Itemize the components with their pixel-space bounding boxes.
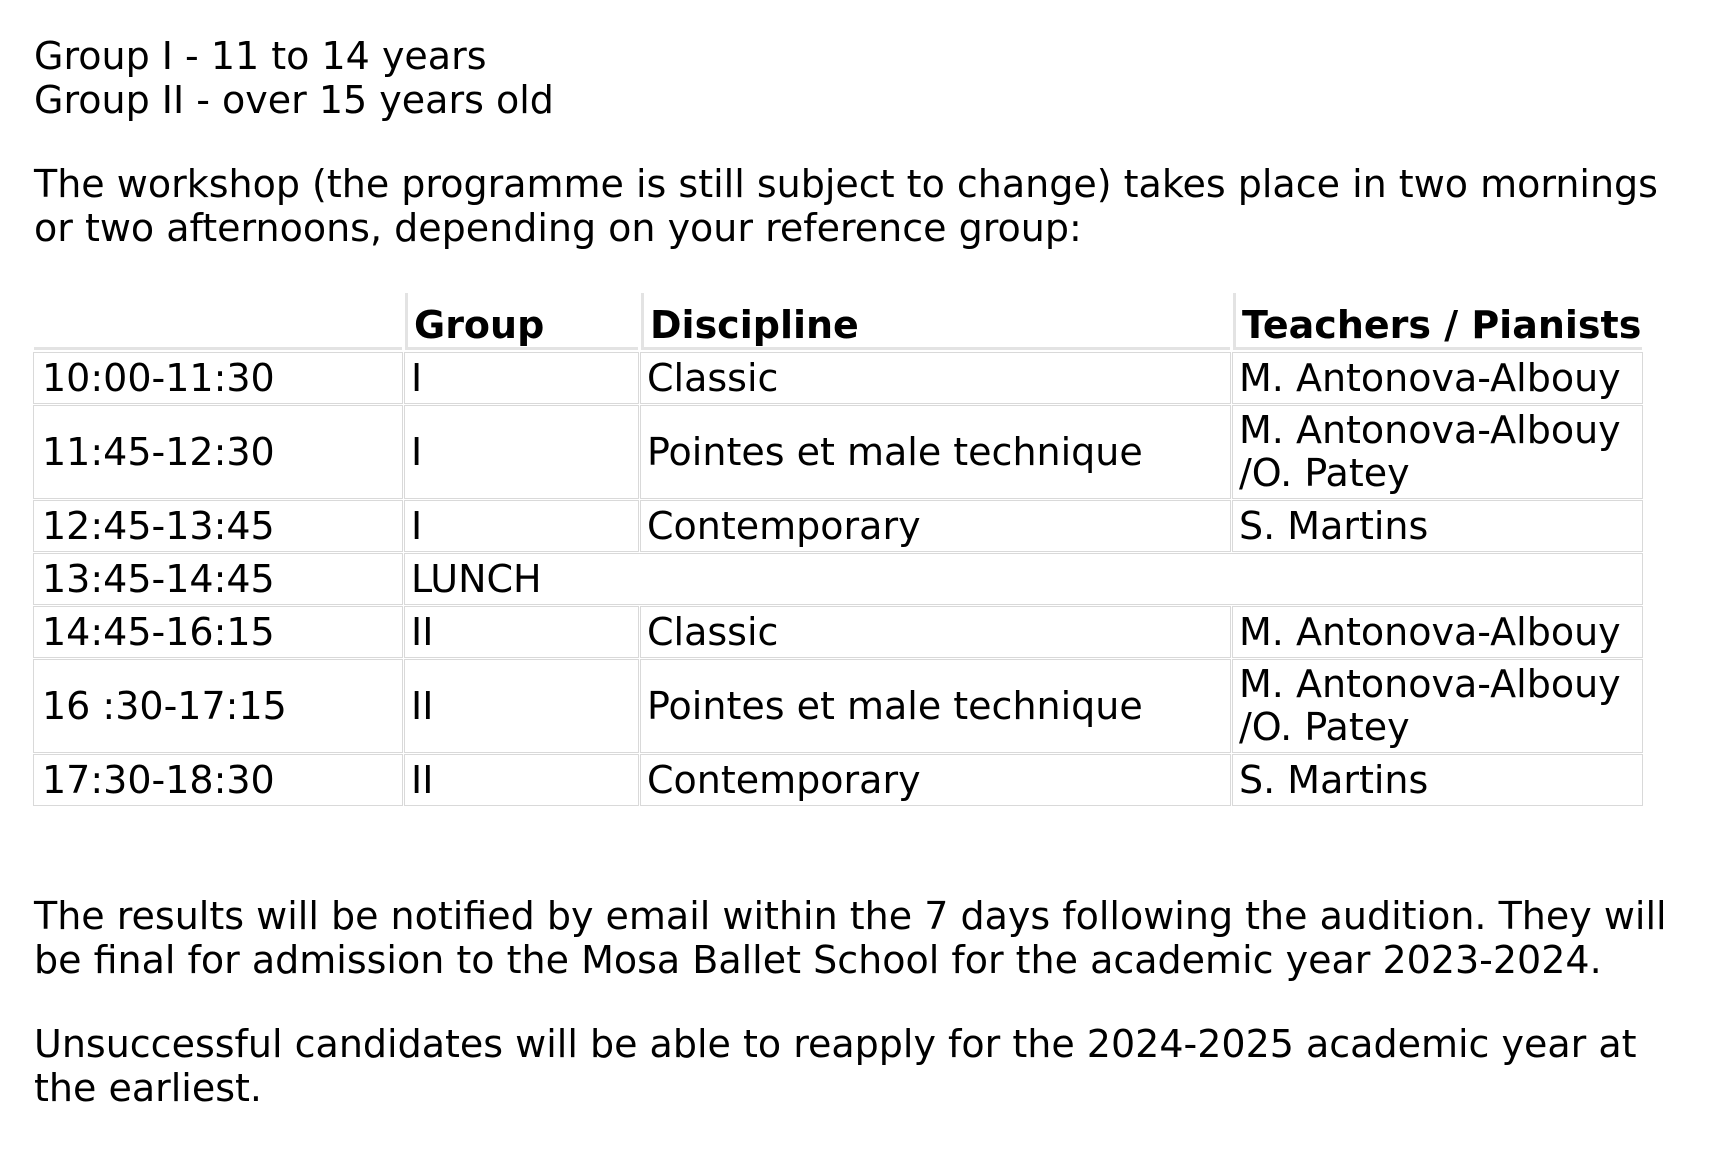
table-row bbox=[34, 353, 1642, 403]
cell-time: 10:00-11:30 bbox=[34, 353, 402, 403]
cell-teachers: M. Antonova-Albouy bbox=[1233, 353, 1642, 403]
table-row bbox=[34, 607, 1642, 657]
cell-discipline: Contemporary bbox=[641, 755, 1230, 805]
workshop-intro: The workshop (the programme is still subject to change) takes place in two mornings or two afternoons, depending on your reference group: bbox=[34, 162, 1658, 250]
cell-teachers: S. Martins bbox=[1233, 501, 1642, 551]
table-row bbox=[34, 755, 1642, 805]
results-notice: The results will be notified by email within the 7 days following the audition. They will be final for admission to the Mosa Ballet School for the academic year 2023-2024. bbox=[34, 894, 1667, 982]
cell-time: 16 :30-17:15 bbox=[34, 660, 402, 752]
group-definitions bbox=[34, 34, 1684, 122]
header-group: Group bbox=[405, 293, 638, 350]
cell-teachers: M. Antonova-Albouy /O. Patey bbox=[1233, 660, 1642, 752]
cell-group: I bbox=[405, 406, 638, 498]
cell-group: II bbox=[405, 755, 638, 805]
table-row bbox=[34, 406, 1642, 498]
cell-discipline: Classic bbox=[641, 607, 1230, 657]
header-discipline: Discipline bbox=[641, 293, 1230, 350]
cell-time: 17:30-18:30 bbox=[34, 755, 402, 805]
cell-teachers: M. Antonova-Albouy /O. Patey bbox=[1233, 406, 1642, 498]
cell-time: 11:45-12:30 bbox=[34, 406, 402, 498]
schedule-table bbox=[31, 290, 1645, 808]
table-header-row bbox=[34, 293, 1642, 350]
header-teachers: Teachers / Pianists bbox=[1233, 293, 1642, 350]
lunch-row bbox=[34, 554, 1642, 604]
cell-time: 14:45-16:15 bbox=[34, 607, 402, 657]
table-row bbox=[34, 501, 1642, 551]
cell-group: I bbox=[405, 353, 638, 403]
cell-discipline: Pointes et male technique bbox=[641, 406, 1230, 498]
table-row bbox=[34, 660, 1642, 752]
document-page bbox=[34, 34, 1684, 1110]
header-time bbox=[34, 293, 402, 350]
group-one-definition: Group I - 11 to 14 years bbox=[34, 34, 487, 78]
cell-group: II bbox=[405, 607, 638, 657]
cell-teachers: M. Antonova-Albouy bbox=[1233, 607, 1642, 657]
cell-discipline: Classic bbox=[641, 353, 1230, 403]
cell-time: 12:45-13:45 bbox=[34, 501, 402, 551]
cell-discipline: Pointes et male technique bbox=[641, 660, 1230, 752]
reapply-notice: Unsuccessful candidates will be able to reapply for the 2024-2025 academic year at the earliest. bbox=[34, 1022, 1637, 1110]
cell-discipline: Contemporary bbox=[641, 501, 1230, 551]
cell-time: 13:45-14:45 bbox=[34, 554, 402, 604]
cell-lunch: LUNCH bbox=[405, 554, 1642, 604]
group-two-definition: Group II - over 15 years old bbox=[34, 78, 554, 122]
cell-group: I bbox=[405, 501, 638, 551]
cell-group: II bbox=[405, 660, 638, 752]
cell-teachers: S. Martins bbox=[1233, 755, 1642, 805]
